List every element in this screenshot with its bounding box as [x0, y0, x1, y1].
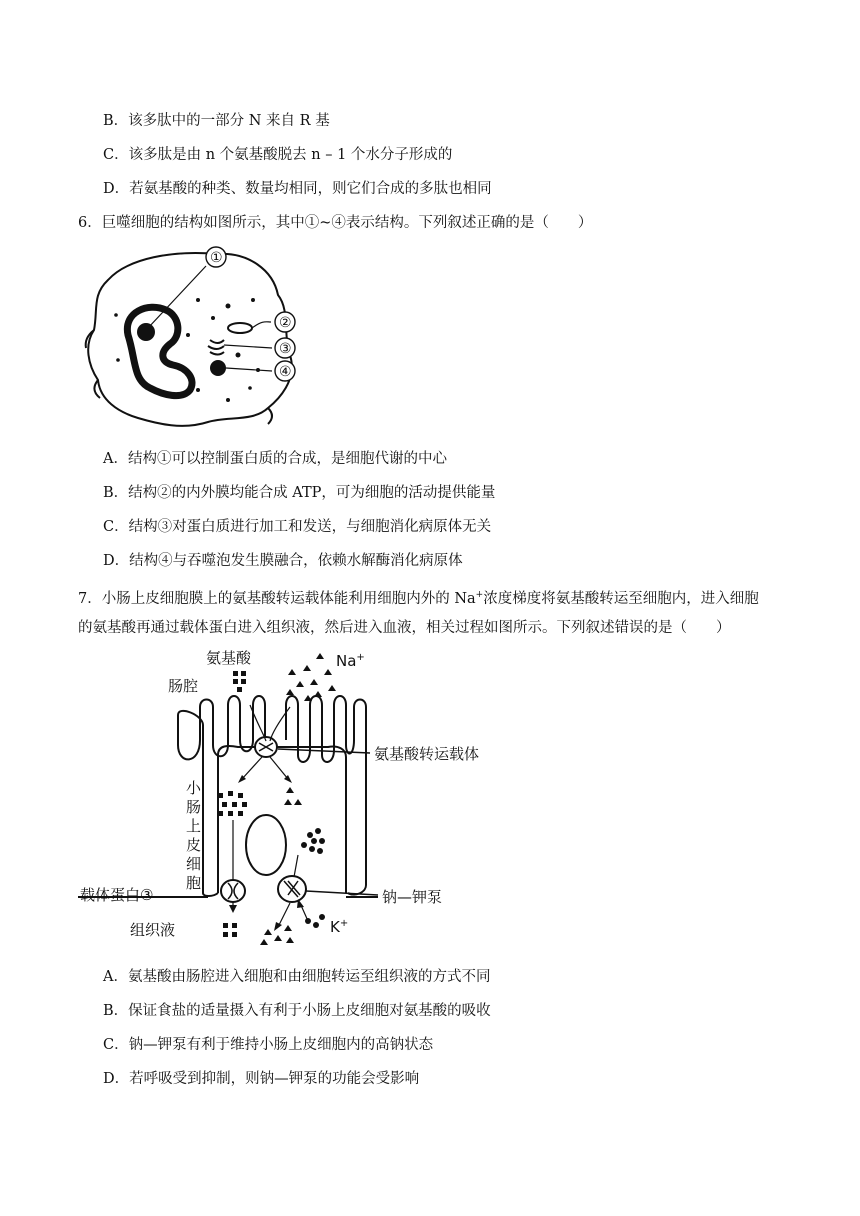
amino-acid-particles-top: [233, 671, 246, 692]
q7-option-d: D．若呼吸受到抑制，则钠—钾泵的功能会受影响: [103, 1071, 420, 1087]
label-lumen: 肠腔: [168, 677, 199, 695]
q6-option-c: C．结构③对蛋白质进行加工和发送，与细胞消化病原体无关: [103, 519, 492, 535]
golgi: [208, 340, 224, 355]
lysosome: [210, 360, 226, 376]
k-particles-cell: [301, 828, 325, 854]
cell-nucleus: [246, 815, 286, 875]
intestinal-cell-figure: [78, 645, 498, 950]
label-transporter: 氨基酸转运载体: [374, 745, 480, 763]
svg-text:皮: 皮: [186, 836, 202, 854]
macrophage-figure: [78, 240, 318, 435]
label-k: K+: [330, 918, 349, 936]
svg-text:肠: 肠: [186, 798, 202, 816]
label-4: ④: [279, 364, 292, 380]
label-amino-acid: 氨基酸: [206, 649, 252, 667]
mitochondrion: [228, 323, 252, 333]
svg-text:小: 小: [186, 779, 202, 797]
label-pump: 钠—钾泵: [382, 888, 443, 906]
nucleolus: [137, 323, 155, 341]
q7-option-a: A．氨基酸由肠腔进入细胞和由细胞转运至组织液的方式不同: [103, 969, 491, 985]
carrier-protein: [221, 880, 245, 902]
q6-stem: 6．巨噬细胞的结构如图所示，其中①~④表示结构。下列叙述正确的是（ ）: [78, 215, 593, 231]
q5-option-c: C．该多肽是由 n 个氨基酸脱去 n – 1 个水分子形成的: [103, 147, 453, 163]
q5-option-b: B．该多肽中的一部分 N 来自 R 基: [103, 113, 330, 129]
q7-option-c: C．钠—钾泵有利于维持小肠上皮细胞内的高钠状态: [103, 1037, 434, 1053]
label-tissue-fluid: 组织液: [130, 921, 176, 939]
q7-stem-line1: 7．小肠上皮细胞膜上的氨基酸转运载体能利用细胞内外的 Na+浓度梯度将氨基酸转运至细胞内，进入细胞: [78, 590, 759, 607]
q6-option-b: B．结构②的内外膜均能合成 ATP，可为细胞的活动提供能量: [103, 485, 496, 501]
label-carrier: 载体蛋白③: [80, 886, 154, 904]
q7-option-b: B．保证食盐的适量摄入有利于小肠上皮细胞对氨基酸的吸收: [103, 1003, 491, 1019]
q6-option-a: A．结构①可以控制蛋白质的合成，是细胞代谢的中心: [103, 451, 447, 467]
sodium-potassium-pump: [278, 876, 306, 902]
label-2: ②: [279, 315, 292, 331]
q5-option-d: D．若氨基酸的种类、数量均相同，则它们合成的多肽也相同: [103, 181, 492, 197]
na-particles-top: [286, 653, 336, 701]
amino-acid-particles-tissue: [223, 923, 237, 937]
label-cell: [186, 779, 202, 892]
svg-text:上: 上: [186, 817, 202, 835]
k-particles-tissue: [305, 914, 325, 928]
svg-text:细: 细: [186, 855, 202, 873]
cell-membrane: [88, 253, 292, 426]
svg-text:胞: 胞: [186, 874, 202, 892]
q6-option-d: D．结构④与吞噬泡发生膜融合，依赖水解酶消化病原体: [103, 553, 463, 569]
label-na: Na+: [336, 652, 365, 670]
label-1: ①: [210, 250, 223, 266]
na-particles-cell: [284, 787, 302, 805]
q7-stem-line2: 的氨基酸再通过载体蛋白进入组织液，然后进入血液，相关过程如图所示。下列叙述错误的是（ ）: [78, 620, 731, 636]
amino-acid-particles-cell: [218, 791, 247, 816]
label-3: ③: [279, 341, 292, 357]
nucleus: [127, 307, 192, 395]
